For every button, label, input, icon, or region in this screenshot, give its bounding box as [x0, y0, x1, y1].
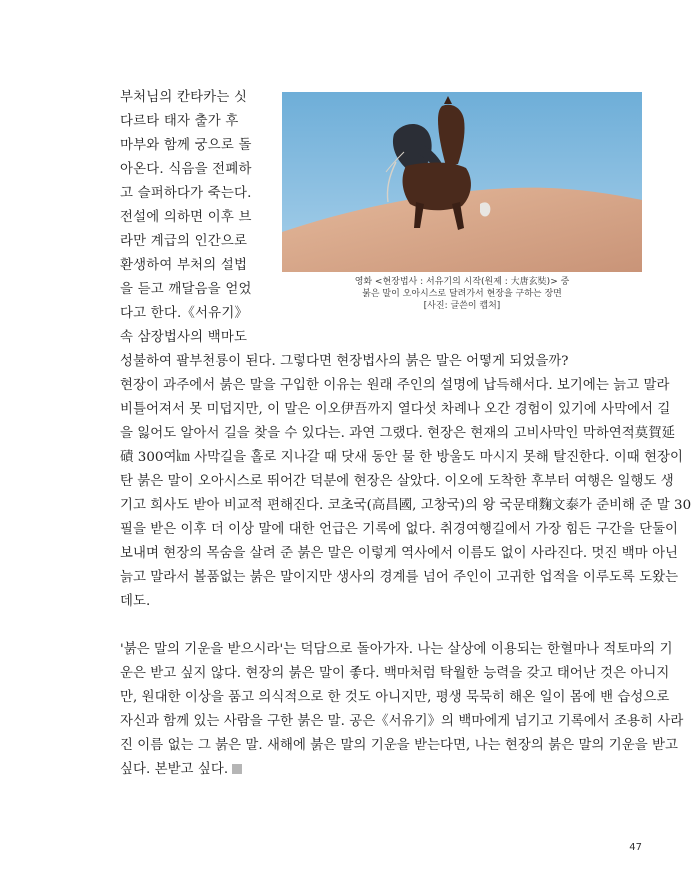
horse-rider-illustration: [282, 92, 642, 272]
body-line: 성불하여 팔부천룡이 된다. 그렇다면 현장법사의 붉은 말은 어떻게 되었을까?: [120, 354, 569, 369]
wrap-line: 부처님의 칸타카는 싯: [120, 90, 248, 105]
body-line: 만, 원대한 이상을 품고 의식적으로 한 것도 아니지만, 평생 묵묵히 해온 일이 몸에 밴 습성으로: [120, 690, 670, 705]
wrap-line: 마부와 함께 궁으로 돌: [120, 138, 252, 153]
film-still-photo: [282, 92, 642, 272]
body-line: 보내며 현장의 목숨을 살려 준 붉은 말은 이렇게 역사에서 이름도 없이 사라진다. 멋진 백마 아닌: [120, 546, 679, 561]
wrap-line: 속 삼장법사의 백마도: [120, 330, 248, 345]
wrap-line: 다르타 태자 출가 후: [120, 114, 239, 129]
body-line: 비틀어져서 못 미덥지만, 이 말은 이오伊吾까지 열다섯 차례나 오간 경험이 있기에 사막에서 길: [120, 402, 671, 417]
body-text: [120, 350, 692, 782]
body-line-text: 싶다. 본받고 싶다.: [120, 762, 229, 777]
body-line: 을 잃어도 알아서 길을 찾을 수 있다는. 과연 그랬다. 현장은 현재의 고비사막인 막하연적莫賀延: [120, 426, 676, 441]
wrapped-text-column: [120, 86, 272, 350]
wrap-line: 환생하여 부처의 설법: [120, 258, 248, 273]
body-line: 탄 붉은 말이 오아시스로 뛰어간 덕분에 현장은 살았다. 이오에 도착한 후부터 여행은 일행도 생: [120, 474, 674, 489]
caption-line: 붉은 말이 오아시스로 달려가서 현장을 구하는 장면: [362, 289, 562, 299]
wrap-line: 다고 한다.《서유기》: [120, 306, 249, 321]
body-line: 기고 희사도 받아 비교적 편해진다. 코초국(高昌國, 고창국)의 왕 국문태麴文泰가 준비해 준 말 30: [120, 498, 692, 513]
body-line: 늙고 말라서 볼품없는 붉은 말이지만 생사의 경계를 넘어 주인이 고귀한 업적을 이루도록 도왔는: [120, 570, 679, 585]
caption-line: 영화 <현장법사 : 서유기의 시작(원제 : 大唐玄奘)> 중: [354, 277, 570, 287]
wrap-line: 라만 계급의 인간으로: [120, 234, 248, 249]
wrap-line: 고 슬퍼하다가 죽는다.: [120, 186, 252, 201]
wrap-line: 아온다. 식음을 전폐하: [120, 162, 252, 177]
wrap-line: 전설에 의하면 이후 브: [120, 210, 252, 225]
body-line: 데도.: [120, 594, 151, 609]
body-line: 진 이름 없는 그 붉은 말. 새해에 붉은 말의 기운을 받는다면, 나는 현장의 붉은 말의 기운을 받고: [120, 738, 678, 753]
wrap-line: 을 듣고 깨달음을 얻었: [120, 282, 252, 297]
body-line: 磧 300여㎞ 사막길을 홀로 지나갈 때 닷새 동안 물 한 방울도 마시지 못해 탈진한다. 이때 현장이: [120, 450, 683, 465]
paragraph-gap: [120, 614, 640, 638]
end-of-article-mark: [232, 764, 242, 774]
caption-credit: [사진: 글쓴이 캡처]: [423, 301, 501, 311]
page-number: 47: [629, 842, 642, 853]
body-line: 자신과 함께 있는 사람을 구한 붉은 말. 공은《서유기》의 백마에게 넘기고 기록에서 조용히 사라: [120, 714, 684, 729]
body-line: 현장이 과주에서 붉은 말을 구입한 이유는 원래 주인의 설명에 납득해서다. 보기에는 늙고 말라: [120, 378, 670, 393]
body-line: '붉은 말의 기운을 받으시라'는 덕담으로 돌아가자. 나는 살상에 이용되는 한혈마나 적토마의 기: [120, 642, 673, 657]
photo-caption: [282, 276, 642, 312]
last-body-line: [120, 758, 640, 782]
body-line: 운은 받고 싶지 않다. 현장의 붉은 말이 좋다. 백마처럼 탁월한 능력을 갖고 태어난 것은 아니지: [120, 666, 670, 681]
body-line: 필을 받은 이후 더 이상 말에 대한 언급은 기록에 없다. 취경여행길에서 가장 힘든 구간을 단둘이: [120, 522, 679, 537]
